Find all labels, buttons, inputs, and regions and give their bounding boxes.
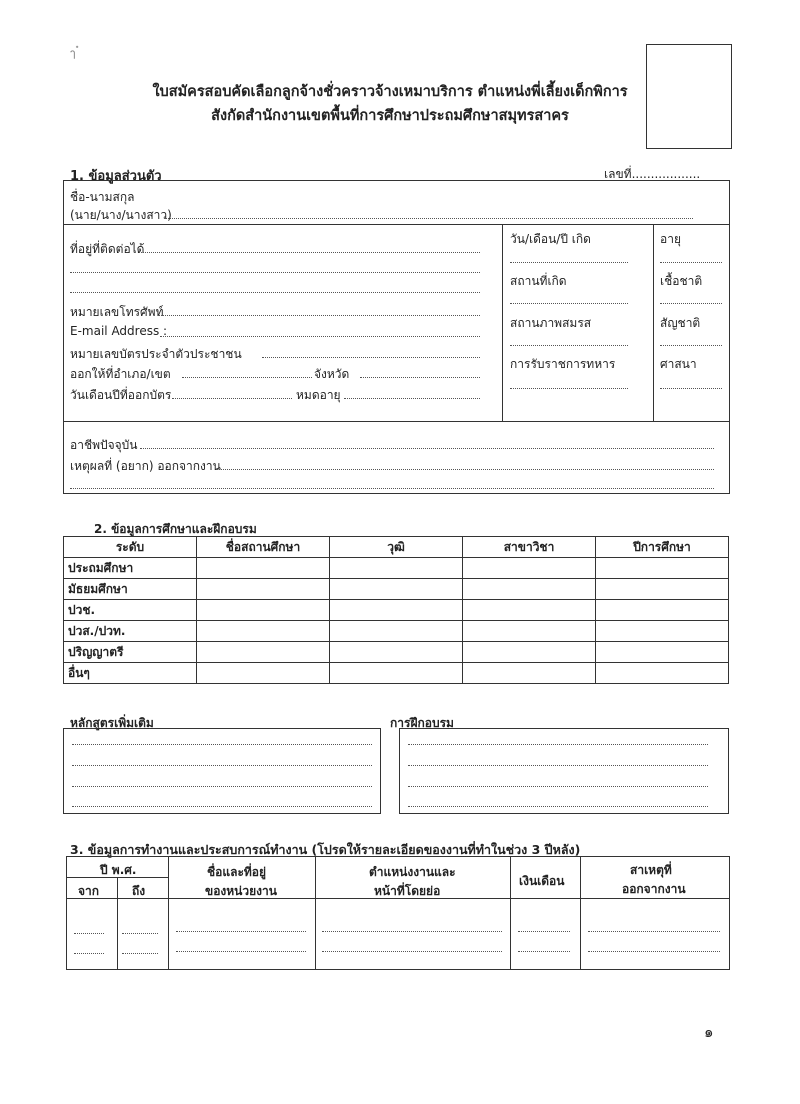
col-level: ระดับ	[64, 537, 197, 558]
employer-label-1: ชื่อและที่อยู่	[207, 865, 267, 879]
section2-heading: 2. ข้อมูลการศึกษาและฝึกอบรม	[94, 522, 257, 536]
table-cell[interactable]	[463, 558, 596, 579]
employer-label-2: ของหน่วยงาน	[205, 884, 277, 898]
table-row	[64, 600, 729, 621]
work-reason-field-2[interactable]	[588, 951, 720, 952]
table-cell[interactable]	[596, 558, 729, 579]
from-label: จาก	[78, 884, 100, 898]
table-cell[interactable]	[330, 642, 463, 663]
name-field[interactable]	[165, 218, 693, 219]
leave-reason-field[interactable]	[216, 469, 714, 470]
corner-mark: ๅ ๋	[70, 47, 80, 60]
email-field[interactable]	[160, 336, 480, 337]
marital-label: สถานภาพสมรส	[510, 316, 592, 330]
table-cell[interactable]	[197, 663, 330, 684]
leave-reason-field-2[interactable]	[70, 488, 714, 489]
form-subtitle: สังกัดสำนักงานเขตพื้นที่การศึกษาประถมศึกษาสมุทรสาคร	[211, 108, 569, 124]
training-field-4[interactable]	[408, 806, 708, 807]
table-row	[64, 642, 729, 663]
table-cell[interactable]	[197, 579, 330, 600]
military-field[interactable]	[510, 388, 628, 389]
table-row	[64, 558, 729, 579]
section1-heading: 1. ข้อมูลส่วนตัว	[70, 169, 162, 184]
birthplace-field[interactable]	[510, 303, 628, 304]
number-label: เลขที่..................	[604, 167, 701, 181]
table-cell[interactable]	[596, 621, 729, 642]
table-cell[interactable]	[197, 600, 330, 621]
table-cell[interactable]	[330, 579, 463, 600]
position-label-2: หน้าที่โดยย่อ	[374, 884, 441, 898]
education-table	[63, 536, 729, 684]
table-cell[interactable]	[596, 600, 729, 621]
courses-field-2[interactable]	[72, 765, 372, 766]
salary-label: เงินเดือน	[519, 874, 565, 888]
table-cell[interactable]	[596, 663, 729, 684]
reason-label-2: ออกจากงาน	[622, 882, 686, 896]
email-label: E-mail Address :	[70, 324, 168, 338]
row-label: ประถมศึกษา	[64, 558, 197, 579]
address-field-1[interactable]	[139, 252, 480, 253]
training-field-1[interactable]	[408, 744, 708, 745]
work-salary-field-2[interactable]	[518, 951, 570, 952]
issue-date-field[interactable]	[172, 398, 292, 399]
training-field-2[interactable]	[408, 765, 708, 766]
address-field-3[interactable]	[70, 292, 480, 293]
table-cell[interactable]	[330, 621, 463, 642]
education-header-row	[64, 537, 729, 558]
birthplace-label: สถานที่เกิด	[510, 274, 567, 288]
courses-field-4[interactable]	[72, 806, 372, 807]
nationality-field[interactable]	[660, 345, 722, 346]
table-row	[64, 579, 729, 600]
training-field-3[interactable]	[408, 786, 708, 787]
work-from-field-1[interactable]	[74, 933, 104, 934]
table-cell[interactable]	[330, 663, 463, 684]
idcard-label: หมายเลขบัตรประจำตัวประชาชน	[70, 347, 242, 361]
table-cell[interactable]	[596, 642, 729, 663]
section3-heading: 3. ข้อมูลการทำงานและประสบการณ์ทำงาน (โปรดให้รายละเอียดของงานที่ทำในช่วง 3 ปีหลัง)	[70, 842, 581, 857]
table-row	[64, 621, 729, 642]
nationality-label: สัญชาติ	[660, 316, 701, 330]
courses-field-3[interactable]	[72, 786, 372, 787]
work-position-field-2[interactable]	[322, 951, 502, 952]
page-number: ๑	[704, 1023, 714, 1041]
work-to-field-2[interactable]	[122, 953, 158, 954]
work-employer-field-2[interactable]	[176, 951, 306, 952]
leave-reason-label: เหตุผลที่ (อยาก) ออกจากงาน	[70, 459, 221, 473]
table-cell[interactable]	[463, 600, 596, 621]
religion-field[interactable]	[660, 388, 722, 389]
to-label: ถึง	[132, 884, 146, 898]
dob-label: วัน/เดือน/ปี เกิด	[510, 232, 591, 246]
expiry-field[interactable]	[344, 398, 480, 399]
work-employer-field-1[interactable]	[176, 931, 306, 932]
work-position-field-1[interactable]	[322, 931, 502, 932]
address-label: ที่อยู่ที่ติดต่อได้	[70, 242, 145, 256]
row-label: มัธยมศึกษา	[64, 579, 197, 600]
form-title: ใบสมัครสอบคัดเลือกลูกจ้างชั่วคราวจ้างเหมาบริการ ตำแหน่งพี่เลี้ยงเด็กพิการ	[152, 84, 628, 100]
age-field[interactable]	[660, 262, 722, 263]
training-box	[399, 728, 729, 814]
col-school: ชื่อสถานศึกษา	[197, 537, 330, 558]
reason-label-1: สาเหตุที่	[630, 863, 672, 877]
work-to-field-1[interactable]	[122, 933, 158, 934]
title-options-label: (นาย/นาง/นางสาว)	[70, 208, 172, 222]
table-cell[interactable]	[463, 642, 596, 663]
table-cell[interactable]	[197, 558, 330, 579]
col-year: ปีการศึกษา	[596, 537, 729, 558]
phone-field[interactable]	[158, 315, 480, 316]
age-label: อายุ	[660, 232, 681, 246]
issued-by-field[interactable]	[182, 377, 312, 378]
row-label: ปริญญาตรี	[64, 642, 197, 663]
table-cell[interactable]	[330, 558, 463, 579]
ethnicity-field[interactable]	[660, 303, 722, 304]
table-row	[64, 663, 729, 684]
table-cell[interactable]	[197, 642, 330, 663]
courses-label: หลักสูตรเพิ่มเติม	[70, 716, 154, 730]
dob-field[interactable]	[510, 262, 628, 263]
religion-label: ศาสนา	[660, 357, 697, 371]
courses-box	[63, 728, 381, 814]
occupation-field[interactable]	[140, 448, 714, 449]
table-cell[interactable]	[330, 600, 463, 621]
courses-field-1[interactable]	[72, 744, 372, 745]
province-label: จังหวัด	[314, 367, 350, 381]
address-field-2[interactable]	[70, 272, 480, 273]
col-degree: วุฒิ	[330, 537, 463, 558]
province-field[interactable]	[360, 377, 480, 378]
row-label: อื่นๆ	[64, 663, 197, 684]
marital-field[interactable]	[510, 345, 628, 346]
expiry-label: หมดอายุ	[296, 388, 341, 402]
table-cell[interactable]	[197, 621, 330, 642]
military-label: การรับราชการทหาร	[510, 357, 616, 371]
name-label: ชื่อ-นามสกุล	[70, 190, 135, 204]
table-cell[interactable]	[463, 663, 596, 684]
position-label-1: ตำแหน่งงานและ	[369, 865, 456, 879]
occupation-label: อาชีพปัจจุบัน	[70, 438, 138, 452]
table-cell[interactable]	[463, 579, 596, 600]
row-label: ปวส./ปวท.	[64, 621, 197, 642]
table-cell[interactable]	[463, 621, 596, 642]
table-cell[interactable]	[596, 579, 729, 600]
training-label: การฝึกอบรม	[390, 716, 454, 730]
ethnicity-label: เชื้อชาติ	[660, 274, 703, 288]
work-salary-field-1[interactable]	[518, 931, 570, 932]
col-major: สาขาวิชา	[463, 537, 596, 558]
issued-by-label: ออกให้ที่อำเภอ/เขต	[70, 367, 171, 381]
row-label: ปวช.	[64, 600, 197, 621]
work-reason-field-1[interactable]	[588, 931, 720, 932]
year-label: ปี พ.ศ.	[100, 863, 137, 877]
phone-label: หมายเลขโทรศัพท์	[70, 305, 164, 319]
issue-date-label: วันเดือนปีที่ออกบัตร	[70, 388, 172, 402]
idcard-field[interactable]	[262, 357, 480, 358]
work-from-field-2[interactable]	[74, 953, 104, 954]
